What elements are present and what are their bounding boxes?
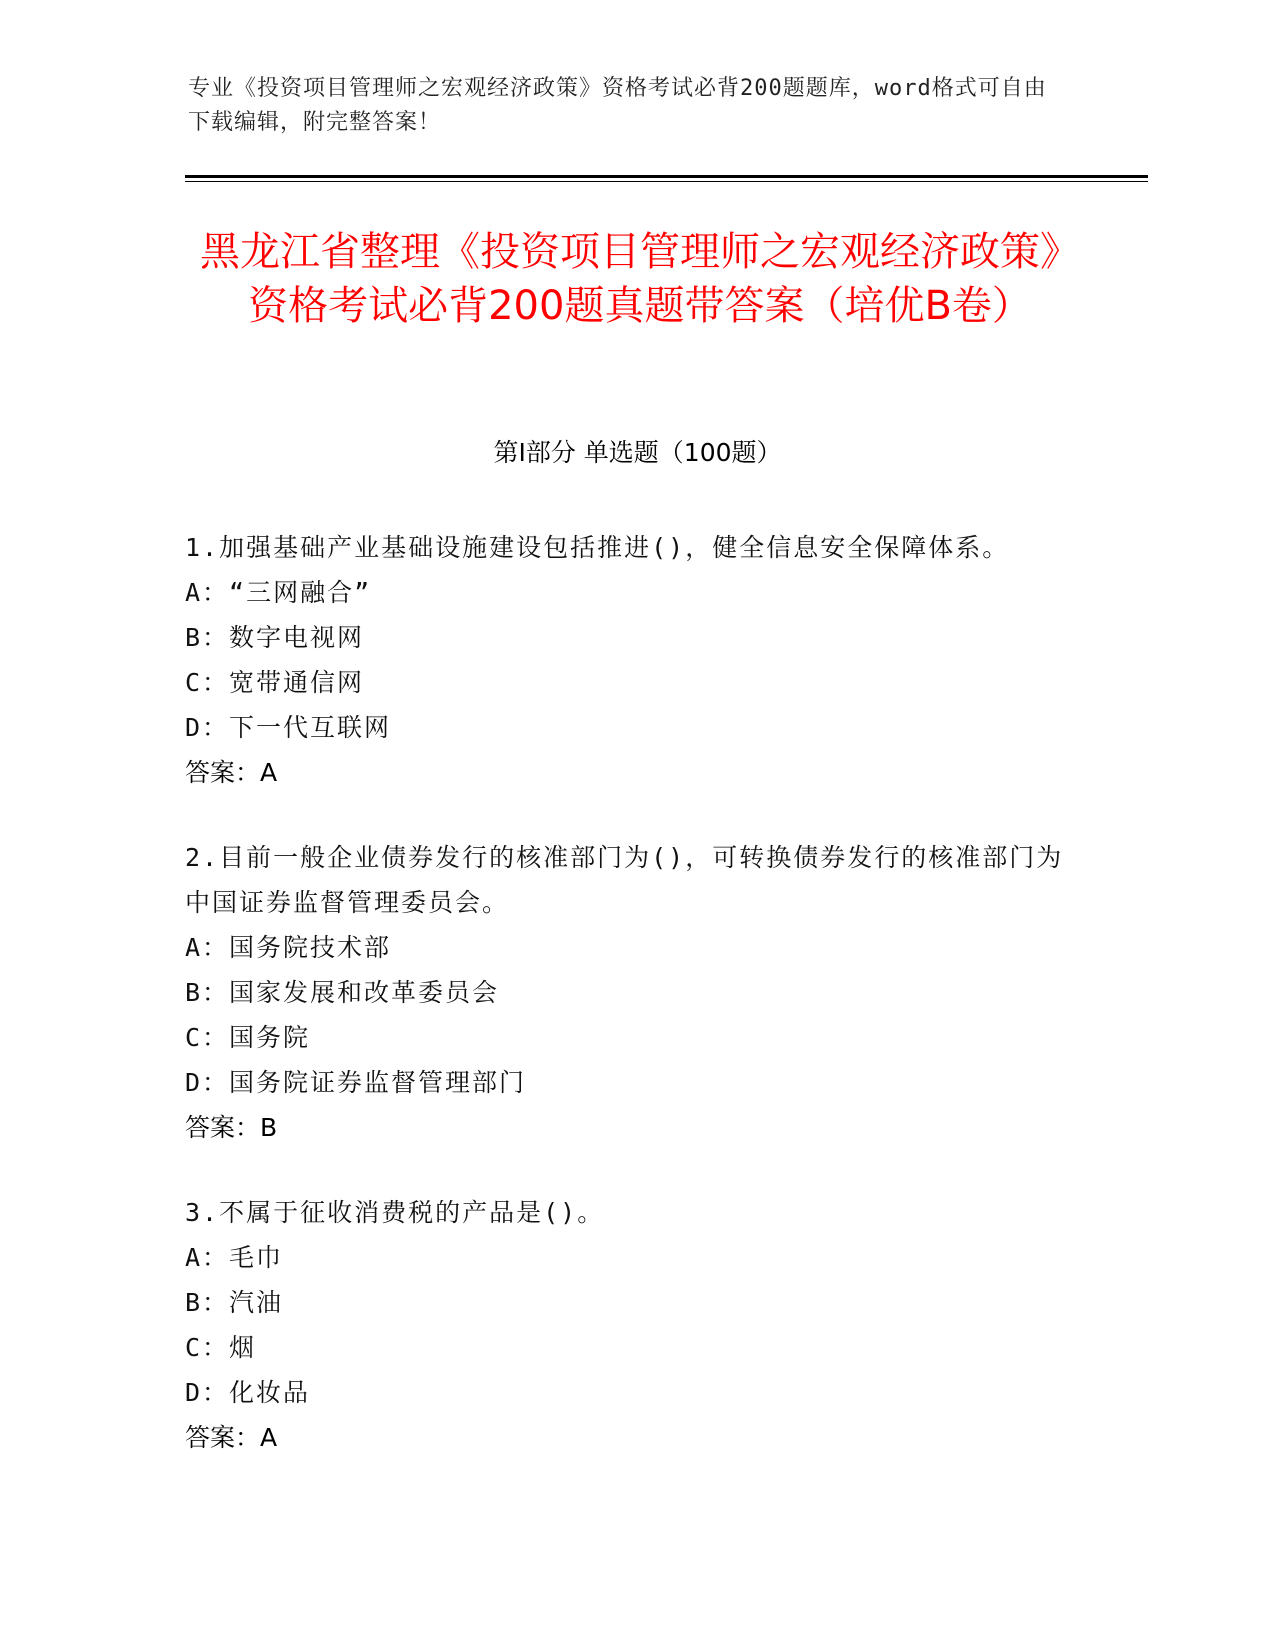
option-c: C：宽带通信网 xyxy=(185,668,365,697)
option-b: B：数字电视网 xyxy=(185,623,365,652)
document-title: 黑龙江省整理《投资项目管理师之宏观经济政策》资格考试必背200题真题带答案（培优B卷） xyxy=(200,229,1080,329)
question-list xyxy=(185,525,1065,1500)
question-2 xyxy=(185,835,1065,1150)
question-1 xyxy=(185,525,1065,795)
option-a: A：毛巾 xyxy=(185,1243,284,1272)
answer: 答案：A xyxy=(185,758,278,787)
option-a: A：“三网融合” xyxy=(185,578,372,607)
option-b: B：国家发展和改革委员会 xyxy=(185,978,500,1007)
header-divider-thin xyxy=(185,181,1148,182)
option-d: D：国务院证券监督管理部门 xyxy=(185,1068,527,1097)
option-a: A：国务院技术部 xyxy=(185,933,392,962)
answer: 答案：A xyxy=(185,1423,278,1452)
option-d: D：化妆品 xyxy=(185,1378,311,1407)
option-d: D：下一代互联网 xyxy=(185,713,392,742)
header-divider-thick xyxy=(185,175,1148,178)
header-note: 专业《投资项目管理师之宏观经济政策》资格考试必背200题题库，word格式可自由下载编辑，附完整答案！ xyxy=(188,76,1047,135)
question-stem: 1.加强基础产业基础设施建设包括推进()，健全信息安全保障体系。 xyxy=(185,533,1010,562)
option-c: C：烟 xyxy=(185,1333,257,1362)
answer: 答案：B xyxy=(185,1113,278,1142)
question-stem: 3.不属于征收消费税的产品是()。 xyxy=(185,1198,605,1227)
section-title: 第I部分 单选题（100题） xyxy=(493,438,782,467)
question-stem: 2.目前一般企业债券发行的核准部门为()，可转换债券发行的核准部门为中国证券监督管理委员会。 xyxy=(185,843,1064,917)
question-3 xyxy=(185,1190,1065,1460)
option-c: C：国务院 xyxy=(185,1023,311,1052)
option-b: B：汽油 xyxy=(185,1288,284,1317)
